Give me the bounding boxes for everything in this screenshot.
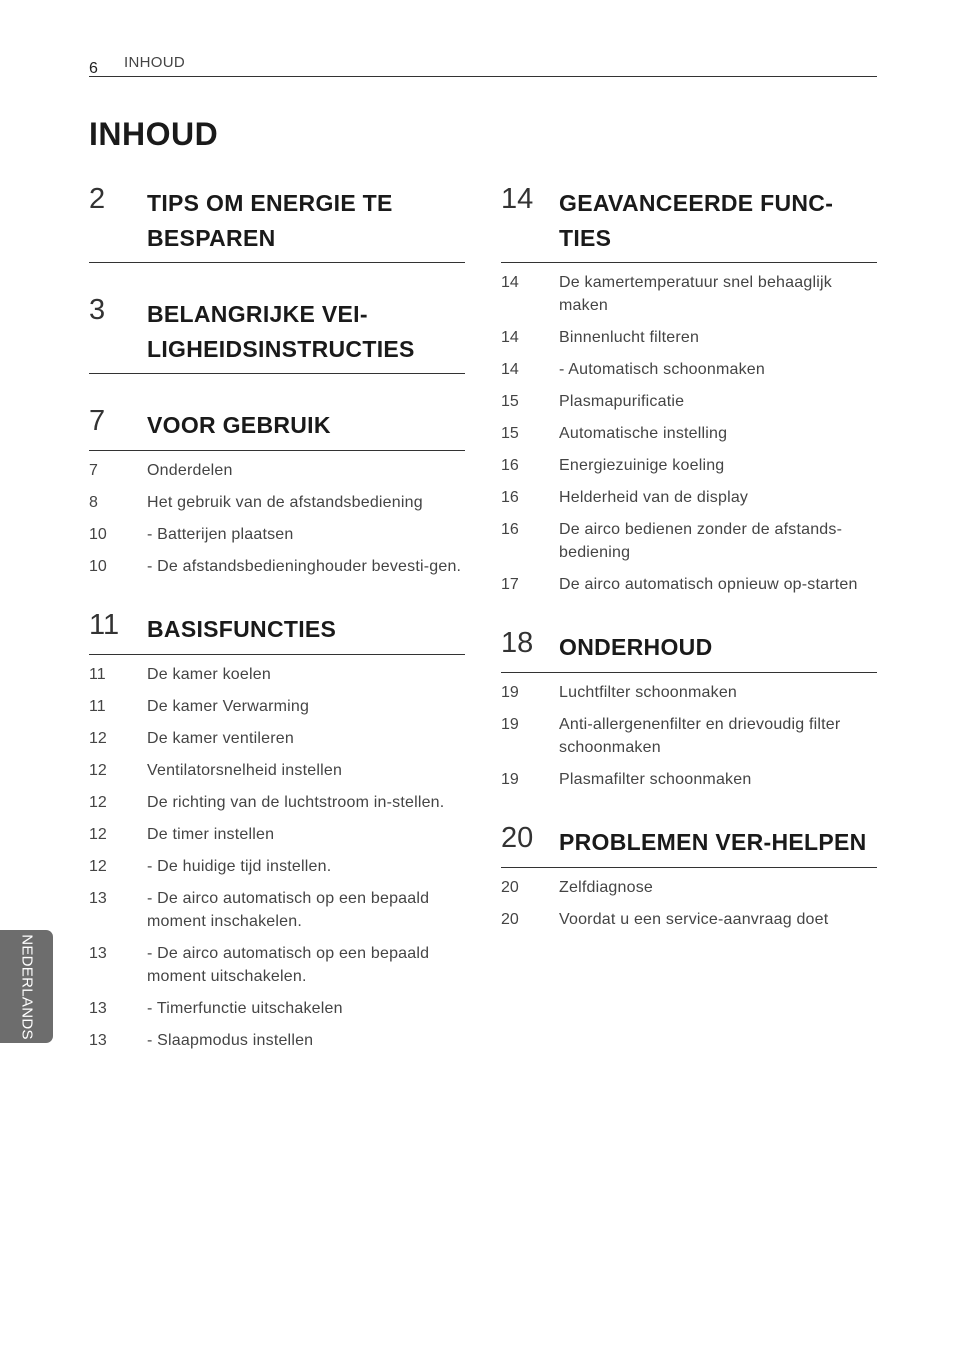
entry-title: Plasmapurificatie	[559, 393, 685, 410]
toc-entry[interactable]	[501, 326, 877, 349]
entry-title: Zelfdiagnose	[559, 879, 654, 896]
entry-page-number: 14	[501, 274, 519, 291]
entry-title: Voordat u een service-aanvraag doet	[559, 911, 829, 928]
toc-entry[interactable]	[501, 908, 877, 931]
toc-entry[interactable]	[501, 681, 877, 704]
section-heading	[501, 180, 877, 263]
entry-page-number: 14	[501, 361, 519, 378]
entry-page-number: 10	[89, 558, 107, 575]
toc-entry[interactable]	[501, 358, 877, 381]
section-number: 14	[501, 183, 534, 215]
entry-page-number: 13	[89, 1000, 107, 1017]
toc-entry[interactable]	[89, 887, 465, 933]
section-heading	[89, 402, 465, 451]
toc-column-right	[501, 180, 877, 959]
entry-title: Energiezuinige koeling	[559, 457, 725, 474]
entry-page-number: 8	[89, 494, 98, 511]
section-number: 2	[89, 183, 106, 215]
entry-page-number: 20	[501, 879, 519, 896]
entry-title: De kamer Verwarming	[147, 698, 310, 715]
section-title: TIPS OM ENERGIE TE BESPAREN	[147, 190, 393, 251]
entry-page-number: 12	[89, 858, 107, 875]
entry-page-number: 16	[501, 457, 519, 474]
section-title: PROBLEMEN VER-HELPEN	[559, 829, 867, 855]
entry-page-number: 19	[501, 684, 519, 701]
entry-title: Binnenlucht filteren	[559, 329, 700, 346]
header-label: INHOUD	[124, 54, 185, 71]
toc-entry[interactable]	[501, 271, 877, 317]
entry-title: Plasmafilter schoonmaken	[559, 771, 752, 788]
toc-entry[interactable]	[89, 823, 465, 846]
entry-page-number: 17	[501, 576, 519, 593]
section-number: 20	[501, 822, 534, 854]
page-title: INHOUD	[89, 116, 219, 152]
toc-entry[interactable]	[501, 390, 877, 413]
toc-entry-list	[89, 451, 465, 578]
section-number: 3	[89, 294, 106, 326]
toc-section	[89, 180, 465, 263]
entry-title: - De airco automatisch op een bepaald moment inschakelen.	[147, 890, 430, 930]
entry-page-number: 13	[89, 890, 107, 907]
section-number: 7	[89, 405, 106, 437]
toc-entry[interactable]	[501, 768, 877, 791]
toc-entry[interactable]	[89, 663, 465, 686]
entry-title: De kamertemperatuur snel behaaglijk maken	[559, 274, 832, 314]
entry-page-number: 12	[89, 762, 107, 779]
entry-title: Ventilatorsnelheid instellen	[147, 762, 343, 779]
toc-entry-list	[501, 868, 877, 931]
toc-section	[89, 291, 465, 374]
entry-title: De airco automatisch opnieuw op-starten	[559, 576, 858, 593]
toc-entry[interactable]	[89, 727, 465, 750]
toc-entry-list	[89, 655, 465, 1052]
entry-page-number: 7	[89, 462, 98, 479]
toc-entry[interactable]	[89, 791, 465, 814]
entry-page-number: 15	[501, 393, 519, 410]
section-title: BELANGRIJKE VEI-LIGHEIDSINSTRUCTIES	[147, 301, 415, 362]
toc-section	[501, 624, 877, 791]
entry-title: Onderdelen	[147, 462, 233, 479]
toc-entry[interactable]	[501, 713, 877, 759]
entry-page-number: 13	[89, 945, 107, 962]
toc-entry[interactable]	[501, 422, 877, 445]
toc-entry[interactable]	[89, 491, 465, 514]
entry-title: - De airco automatisch op een bepaald moment uitschakelen.	[147, 945, 430, 985]
section-number: 18	[501, 627, 534, 659]
toc-section	[89, 402, 465, 578]
entry-title: - De huidige tijd instellen.	[147, 858, 332, 875]
toc-entry[interactable]	[89, 459, 465, 482]
entry-title: - De afstandsbedieninghouder bevesti-gen.	[147, 558, 462, 575]
toc-entry[interactable]	[501, 486, 877, 509]
language-tab-label: NEDERLANDS	[18, 933, 35, 1040]
section-heading	[501, 624, 877, 673]
entry-title: Helderheid van de display	[559, 489, 749, 506]
entry-title: Automatische instelling	[559, 425, 728, 442]
toc-entry[interactable]	[501, 573, 877, 596]
entry-page-number: 16	[501, 521, 519, 538]
entry-page-number: 13	[89, 1032, 107, 1049]
entry-page-number: 12	[89, 794, 107, 811]
entry-page-number: 11	[89, 666, 106, 683]
entry-page-number: 12	[89, 826, 107, 843]
entry-title: - Batterijen plaatsen	[147, 526, 294, 543]
entry-title: De kamer koelen	[147, 666, 271, 683]
running-header	[89, 52, 877, 77]
entry-title: Luchtfilter schoonmaken	[559, 684, 738, 701]
entry-page-number: 11	[89, 698, 106, 715]
toc-section	[501, 180, 877, 596]
toc-entry[interactable]	[89, 555, 465, 578]
entry-title: De airco bedienen zonder de afstands-bediening	[559, 521, 843, 561]
section-title: ONDERHOUD	[559, 634, 713, 660]
toc-entry[interactable]	[89, 942, 465, 988]
entry-title: De kamer ventileren	[147, 730, 294, 747]
entry-title: De richting van de luchtstroom in-stellen.	[147, 794, 445, 811]
entry-page-number: 15	[501, 425, 519, 442]
toc-entry[interactable]	[501, 876, 877, 899]
toc-entry[interactable]	[89, 1029, 465, 1052]
toc-entry[interactable]	[501, 518, 877, 564]
section-number: 11	[89, 609, 120, 641]
entry-title: Anti-allergenenfilter en drievoudig filter schoonmaken	[559, 716, 841, 756]
entry-title: Het gebruik van de afstandsbediening	[147, 494, 423, 511]
section-heading	[89, 291, 465, 374]
language-tab	[0, 930, 53, 1043]
toc-entry-list	[501, 673, 877, 791]
entry-title: - Automatisch schoonmaken	[559, 361, 765, 378]
toc-section	[89, 606, 465, 1052]
toc-entry[interactable]	[501, 454, 877, 477]
entry-page-number: 14	[501, 329, 519, 346]
entry-page-number: 10	[89, 526, 107, 543]
entry-title: De timer instellen	[147, 826, 275, 843]
section-title: VOOR GEBRUIK	[147, 412, 331, 438]
toc-entry[interactable]	[89, 523, 465, 546]
section-heading	[89, 606, 465, 655]
toc-entry[interactable]	[89, 855, 465, 878]
section-heading	[89, 180, 465, 263]
toc-entry[interactable]	[89, 695, 465, 718]
toc-entry[interactable]	[89, 997, 465, 1020]
toc-entry[interactable]	[89, 759, 465, 782]
toc-entry-list	[501, 263, 877, 596]
section-title: GEAVANCEERDE FUNC-TIES	[559, 190, 834, 251]
entry-page-number: 20	[501, 911, 519, 928]
toc-section	[501, 819, 877, 931]
entry-title: - Timerfunctie uitschakelen	[147, 1000, 343, 1017]
entry-page-number: 12	[89, 730, 107, 747]
page-number: 6	[89, 60, 98, 77]
section-title: BASISFUNCTIES	[147, 616, 337, 642]
entry-page-number: 16	[501, 489, 519, 506]
entry-page-number: 19	[501, 771, 519, 788]
entry-page-number: 19	[501, 716, 519, 733]
toc-column-left	[89, 180, 465, 1080]
section-heading	[501, 819, 877, 868]
entry-title: - Slaapmodus instellen	[147, 1032, 314, 1049]
